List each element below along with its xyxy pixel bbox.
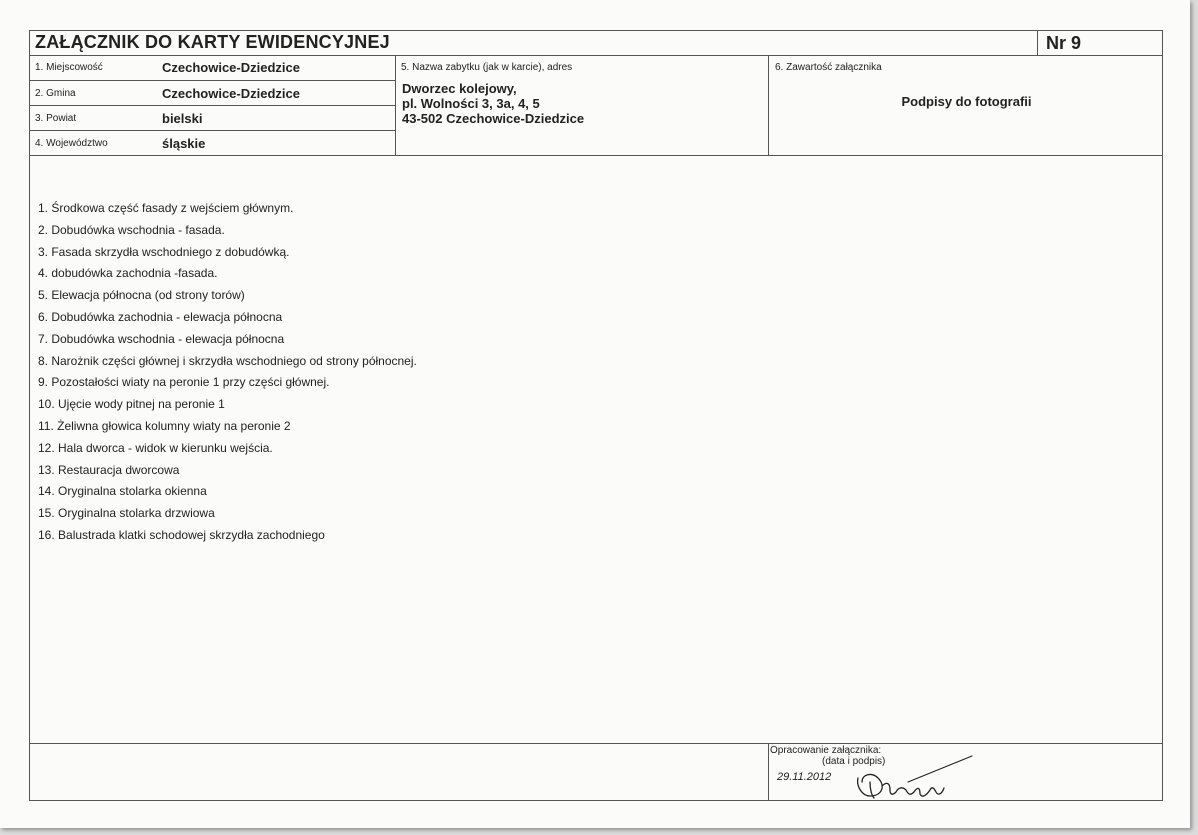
nazwa-label: 5. Nazwa zabytku (jak w karcie), adres — [401, 62, 573, 73]
prepared-by-line1: Opracowanie załącznika: — [770, 745, 882, 756]
caption-item: 5. Elewacja północna (od strony torów) — [38, 288, 245, 303]
column-divider-2 — [768, 55, 769, 155]
miejscowosc-value: Czechowice-Dziedzice — [162, 60, 300, 75]
caption-item: 13. Restauracja dworcowa — [38, 462, 180, 477]
caption-item: 4. dobudówka zachodnia -fasada. — [38, 266, 218, 281]
footer-divider — [29, 743, 1163, 744]
caption-item: 9. Pozostałości wiaty na peronie 1 przy części głównej. — [38, 375, 330, 390]
caption-item: 10. Ujęcie wody pitnej na peronie 1 — [38, 397, 225, 412]
gmina-value: Czechowice-Dziedzice — [162, 86, 300, 101]
photo-captions-list — [38, 200, 417, 549]
caption-item: 7. Dobudówka wschodnia - elewacja północna — [38, 331, 285, 346]
miejscowosc-label: 1. Miejscowość — [35, 62, 103, 73]
handwritten-signature — [848, 752, 978, 804]
caption-item: 15. Oryginalna stolarka drzwiowa — [38, 506, 215, 521]
caption-item: 14. Oryginalna stolarka okienna — [38, 484, 207, 499]
header-divider — [29, 55, 1163, 56]
address-line: Dworzec kolejowy, — [402, 81, 517, 96]
prepared-date: 29.11.2012 — [777, 771, 832, 783]
caption-item: 8. Narożnik części głównej i skrzydła wschodniego od strony północnej. — [38, 353, 417, 368]
row-divider-1 — [29, 80, 395, 81]
address-line: 43-502 Czechowice-Dziedzice — [402, 111, 585, 126]
caption-item: 6. Dobudówka zachodnia - elewacja północna — [38, 309, 283, 324]
caption-item: 12. Hala dworca - widok w kierunku wejścia. — [38, 440, 273, 455]
row-divider-2 — [29, 105, 395, 106]
powiat-value: bielski — [162, 111, 203, 126]
form-title: ZAŁĄCZNIK DO KARTY EWIDENCYJNEJ — [35, 32, 390, 52]
wojewodztwo-label: 4. Województwo — [35, 138, 108, 149]
zawartosc-label: 6. Zawartość załącznika — [775, 62, 882, 73]
attachment-number: Nr 9 — [1046, 33, 1082, 53]
info-bottom-divider — [29, 155, 1163, 156]
column-divider-1 — [395, 55, 396, 155]
caption-item: 11. Żeliwna głowica kolumny wiaty na peronie 2 — [38, 418, 291, 433]
zawartosc-value: Podpisy do fotografii — [901, 94, 1032, 109]
address-line: pl. Wolności 3, 3a, 4, 5 — [402, 96, 540, 111]
caption-item: 16. Balustrada klatki schodowej skrzydła zachodniego — [38, 527, 325, 542]
address-block — [402, 81, 584, 126]
wojewodztwo-value: śląskie — [162, 136, 206, 151]
caption-item: 2. Dobudówka wschodnia - fasada. — [38, 222, 225, 237]
row-divider-3 — [29, 130, 395, 131]
caption-item: 3. Fasada skrzydła wschodniego z dobudówką. — [38, 244, 290, 259]
powiat-label: 3. Powiat — [35, 113, 77, 124]
caption-item: 1. Środkowa część fasady z wejściem głównym. — [38, 201, 294, 215]
gmina-label: 2. Gmina — [35, 88, 76, 99]
footer-column-divider — [768, 743, 769, 801]
number-divider — [1037, 30, 1038, 55]
prepared-by-line2: (data i podpis) — [822, 756, 886, 767]
